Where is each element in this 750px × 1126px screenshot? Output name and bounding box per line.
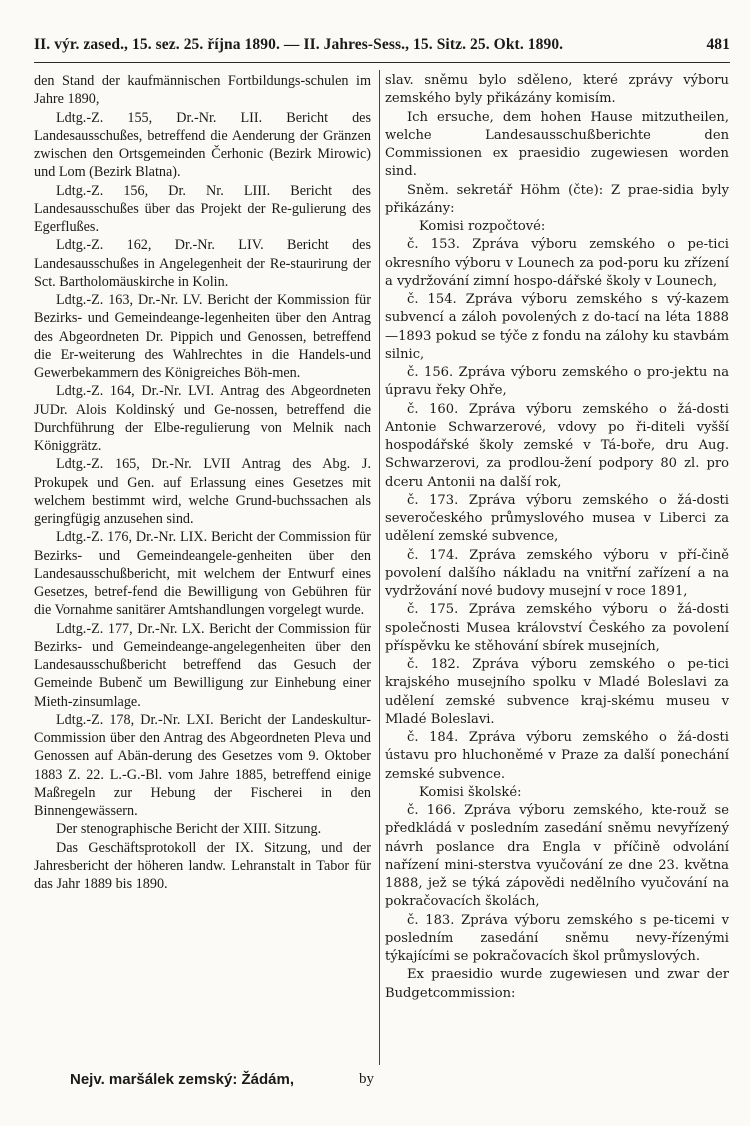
left-paragraph: Der stenographische Bericht der XIII. Sitzung. (56, 821, 322, 838)
right-paragraph: č. 154. Zpráva výboru zemského s vý-kazem subvencí a záloh povolených z do-tací na léta 1888—1893 pokud se týče z fondu na zálohy ku stavbám silnic, (385, 292, 729, 362)
right-paragraph: č. 156. Zpráva výboru zemského o pro-jektu na úpravu řeky Ohře, (385, 365, 729, 399)
left-paragraph: Ldtg.-Z. 156, Dr. Nr. LIII. Bericht des Landesausschußes über das Projekt der Re-gulierung des Egerflußes. (34, 182, 371, 235)
left-paragraph: Das Geschäftsprotokoll der IX. Sitzung, und der Jahresbericht der höheren landw. Lehranstalt in Tabor für das Jahr 1889 bis 1890. (34, 839, 371, 892)
right-paragraph: č. 166. Zpráva výboru zemského, kte-rouž se předkládá v posledním zasedání sněmu nevyřízený návrh poslance dra Engla v příčině odvolání nařízení mini-sterstva vyučování ze dne 23. května 1888, jež se týká zápovědi nedělního vyučování na pokračovacích školách, (385, 803, 729, 910)
right-paragraph: č. 174. Zpráva zemského výboru v pří-čině povolení dalšího nákladu na vnitřní zařízení a na vydržování nové budovy musejní v roce 1891, (385, 547, 729, 599)
left-paragraph: Ldtg.-Z. 163, Dr.-Nr. LV. Bericht der Kommission für Bezirks- und Gemeindeange-legenheiten über den Antrag des Abgeordneten Dr. Pippich und Genossen, betreffend die Er-weiterung des Wahlrechtes in die Handels-und Gewerbekammern des Königreiches Böh-men. (34, 292, 371, 381)
left-paragraph: Ldtg.-Z. 177, Dr.-Nr. LX. Bericht der Commission für Bezirks- und Gemeindeange-angelegenheiten über den Landesausschußbericht betreffend das Gesuch der Gemeinde Bubenč um Bewilligung zur Einhebung einer Mieth-zinsumlage. (34, 620, 371, 710)
right-paragraph: č. 182. Zpráva výboru zemského o pe-tici krajského musejního spolku v Mladé Boleslavi za udělení zemské subvence kraj-skému museu v Mladé Boleslavi. (385, 657, 729, 727)
right-paragraph: č. 160. Zpráva výboru zemského o žá-dosti Antonie Schwarzerové, vdovy po ři-diteli vyšší hospodářské školy zemské v Tá-boře, dru Aug. Schwarzerovi, za prodlou-žení podpory 80 zl. pro dceru Antonii na další rok, (385, 401, 729, 490)
right-paragraph: č. 153. Zpráva výboru zemského o pe-tici okresního výboru v Lounech za pod-poru ku zřízení a vydržování zimní hospo-dářské školy v Lounech, (385, 237, 729, 289)
right-column (385, 72, 729, 1072)
column-divider (379, 70, 380, 1065)
right-paragraph: č. 183. Zpráva výboru zemského s pe-ticemi v posledním zasedání sněmu nevy-řízenými týkajícími se pokračovacích škol průmyslových. (385, 912, 729, 964)
left-paragraph: Ldtg.-Z. 178, Dr.-Nr. LXI. Bericht der Landeskultur-Commission über den Antrag des Abgeordneten Pleva und Genossen auf Abän-derung des Gesetzes vom 9. Oktober 1883 Z. 22. L.-G.-Bl. vom Jahre 1885, betreffend einige Maßregeln zur Hebung der Fischerei in den Binnengewässern. (34, 711, 371, 819)
speaker-continuation: by (359, 1071, 374, 1087)
left-paragraph: Ldtg.-Z. 155, Dr.-Nr. LII. Bericht des Landesausschußes, betreffend die Aenderung der Gränzen zwischen den Ortsgemeinden Čerhonic (Bezirk Mirowic) und Lom (Bezirk Blatna). (34, 109, 371, 181)
right-paragraph: Ich ersuche, dem hohen Hause mitzutheilen, welche Landesausschußberichte den Commissionen ex praesidio zugewiesen worden sind. (385, 109, 729, 180)
header-rule (34, 62, 730, 63)
right-paragraph: č. 173. Zpráva výboru zemského o žá-dosti severočeského průmyslového musea v Liberci za udělení zemské subvence, (385, 492, 729, 545)
left-paragraph: Ldtg.-Z. 165, Dr.-Nr. LVII Antrag des Abg. J. Prokupek und Gen. auf Erlassung eines Gesetzes mit welchem bestimmt wird, welche Grund-buchssachen als geringfügig anzusehen sind. (34, 456, 371, 527)
right-paragraph: č. 175. Zpráva zemského výboru o žá-dosti společnosti Musea království Českého za povolení příspěvku ke stěhování sbírek musejních, (385, 602, 729, 654)
speaker-line (70, 1071, 380, 1088)
left-paragraph: Ldtg.-Z. 164, Dr.-Nr. LVI. Antrag des Abgeordneten JUDr. Alois Koldinský und Ge-nossen, betreffend die Durchführung der Elbe-regulierung von Melnik nach Königgrätz. (34, 383, 371, 454)
committee-heading: Komisi školské: (419, 784, 522, 800)
left-paragraph: Ldtg.-Z. 176, Dr.-Nr. LIX. Bericht der Commission für Bezirks- und Gemeindeangele-genheiten über den Landesausschußbericht, mit welchem der Entwurf eines Gesetzes, betref-fend die Bewilligung von Gebühren für die Vornahme sanitärer Amtshandlungen vorgelegt wurde. (34, 529, 371, 619)
right-paragraph: Sněm. sekretář Höhm (čte): Z prae-sidia byly přikázány: (385, 182, 729, 216)
right-paragraph: č. 184. Zpráva výboru zemského o žá-dosti ústavu pro hluchoněmé v Praze za další ponechání zemské subvence. (385, 730, 729, 782)
left-paragraph: Ldtg.-Z. 162, Dr.-Nr. LIV. Bericht des Landesausschußes in Angelegenheit der Re-staurirung der Sct. Bartholomäuskirche in Kolin. (34, 237, 371, 290)
committee-heading: Komisi rozpočtové: (419, 219, 546, 234)
left-column (34, 72, 371, 1072)
running-header (34, 32, 730, 58)
speaker-label: Nejv. maršálek zemský: Žádám, (70, 1071, 295, 1088)
right-paragraph: Ex praesidio wurde zugewiesen und zwar der Budgetcommission: (385, 967, 729, 1001)
page-number: 481 (706, 36, 730, 53)
header-title: II. výr. zased., 15. sez. 25. října 1890. — II. Jahres-Sess., 15. Sitz. 25. Okt. 1890. (34, 36, 564, 53)
left-paragraph: den Stand der kaufmännischen Fortbildungs-schulen im Jahre 1890, (34, 73, 371, 108)
right-paragraph: slav. sněmu bylo sděleno, které zprávy výboru zemského byly přikázány komisím. (385, 73, 729, 107)
